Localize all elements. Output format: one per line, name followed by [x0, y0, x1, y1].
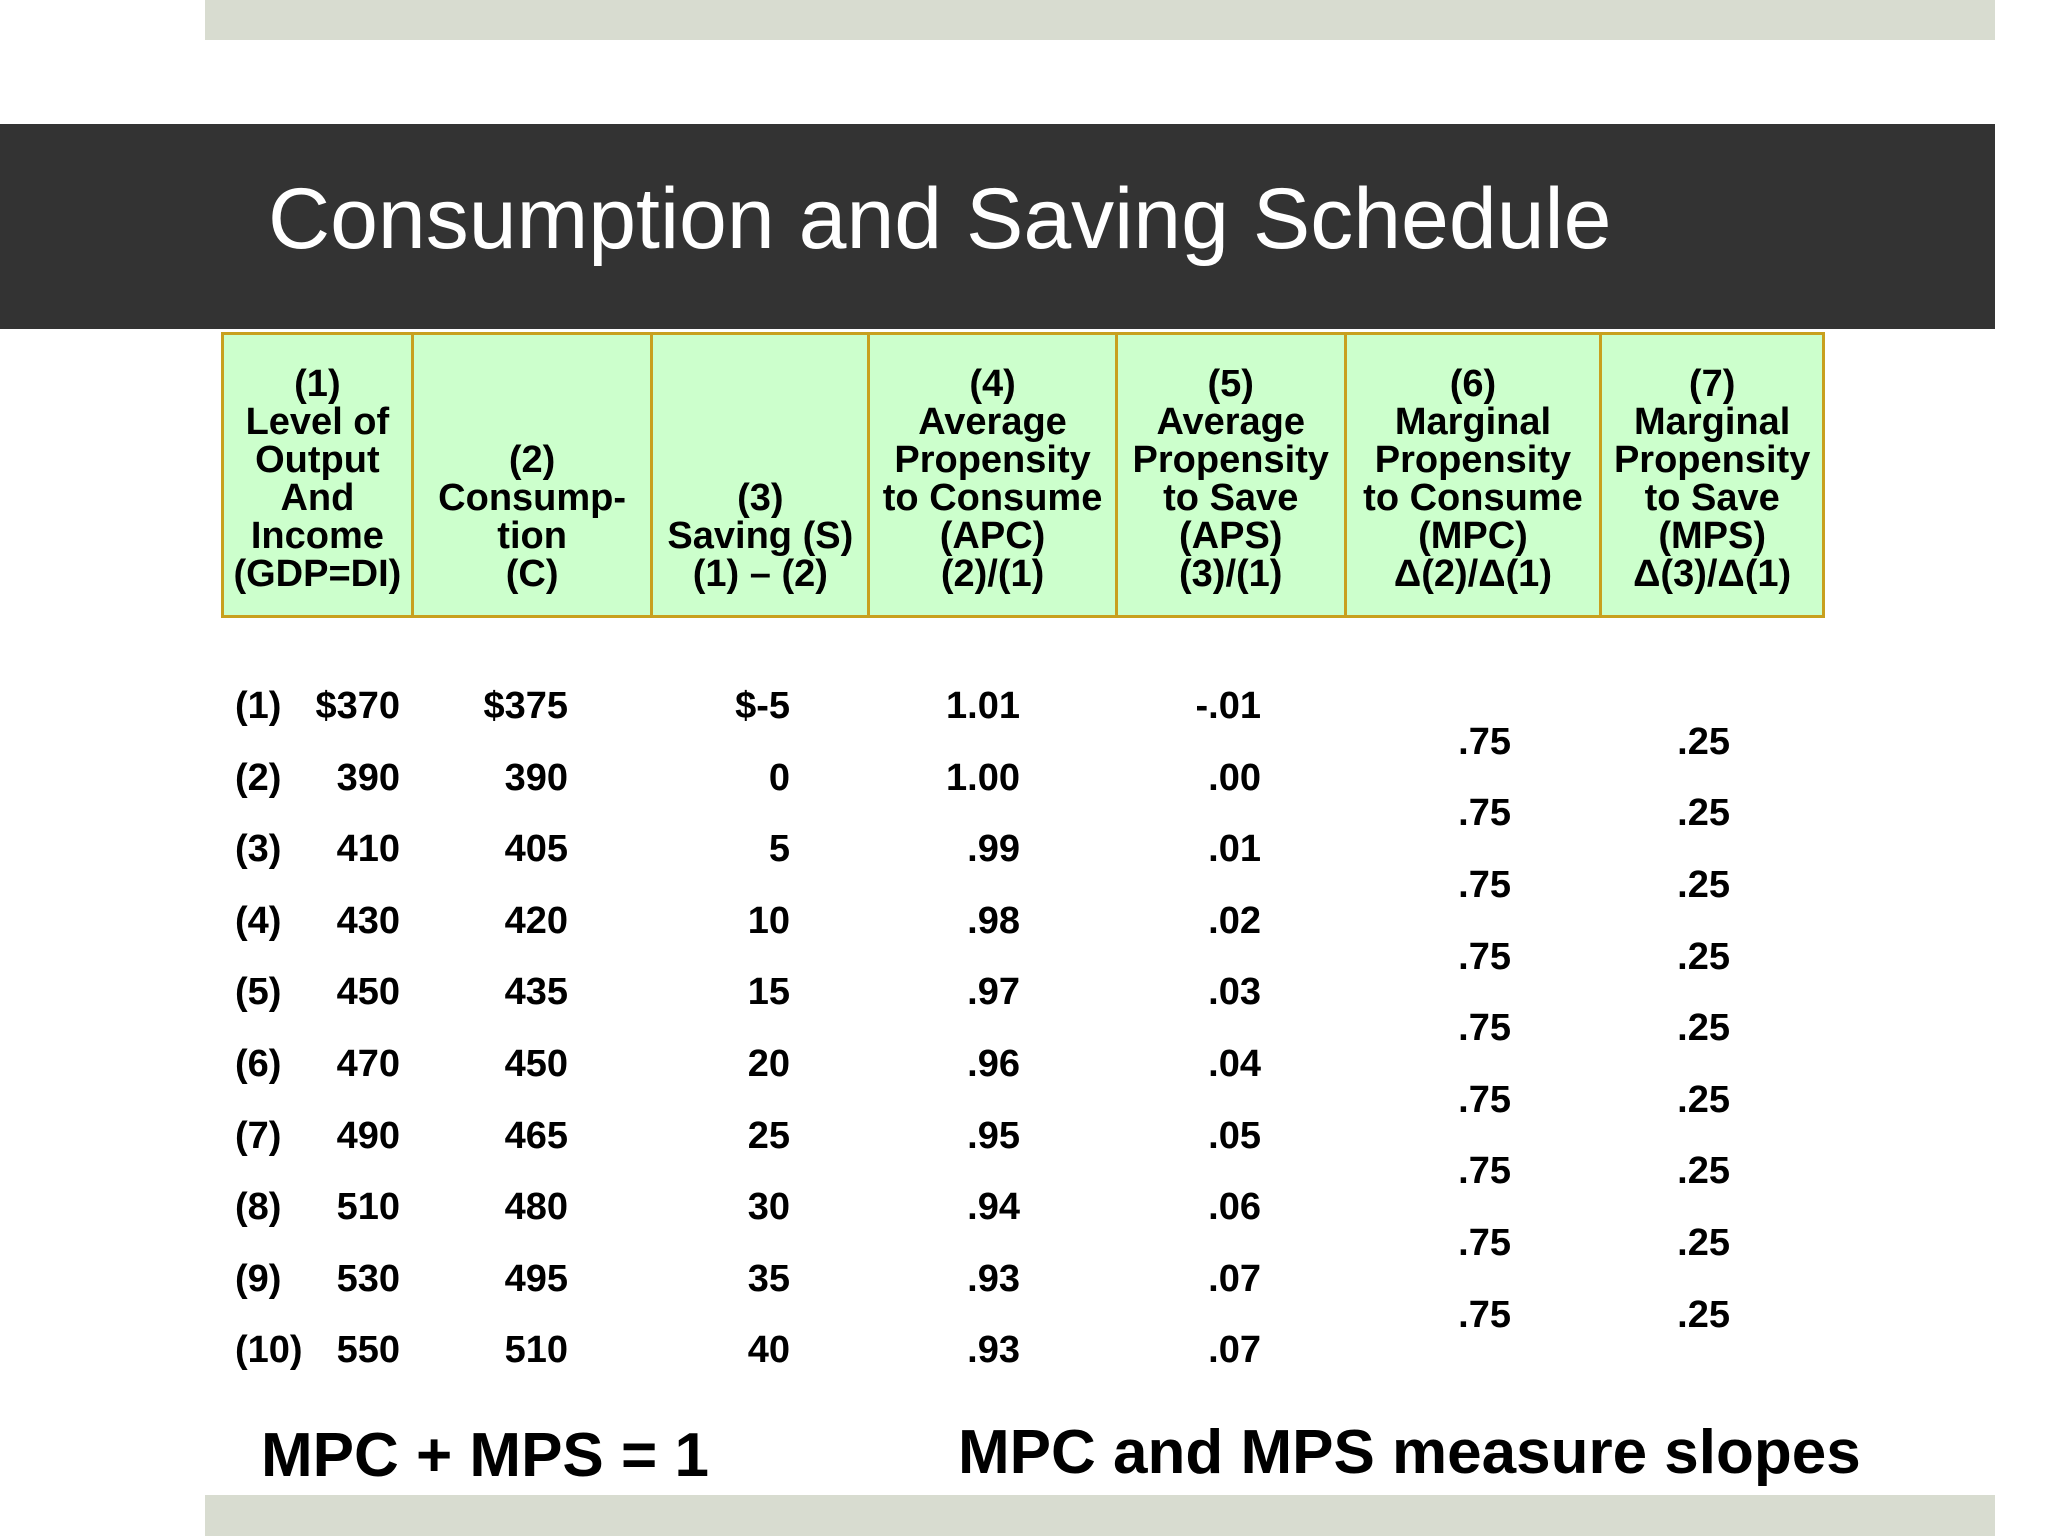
mps-cell: .25	[1677, 1293, 1730, 1336]
header-line: (MPC)	[1418, 515, 1528, 557]
apc-cell: 1.00	[946, 756, 1020, 799]
header-line: (MPS)	[1658, 515, 1766, 557]
mpc-cell: .75	[1458, 1150, 1511, 1193]
apc-cell: .95	[967, 1114, 1020, 1157]
saving-cell: 0	[768, 756, 790, 799]
mps-cell: .25	[1677, 935, 1730, 978]
header-line: (3)/(1)	[1179, 553, 1283, 595]
mpc-cell: .75	[1458, 1222, 1511, 1264]
bottom-decor-strip	[205, 1495, 1995, 1536]
slide-title: Consumption and Saving Schedule	[268, 171, 1612, 267]
row-index: (5)	[235, 971, 282, 1014]
apc-cell: .93	[967, 1329, 1020, 1372]
consumption-cell: 435	[504, 971, 568, 1014]
aps-cell: .00	[1208, 756, 1261, 799]
income-cell: 510	[336, 1186, 400, 1229]
row-index: (10)	[235, 1329, 303, 1372]
apc-cell: .93	[967, 1257, 1020, 1300]
apc-cell: .98	[967, 899, 1020, 942]
row-index: (7)	[235, 1114, 282, 1157]
header-aps	[1115, 332, 1347, 618]
row-index: (1)	[235, 685, 282, 727]
saving-cell: 30	[747, 1186, 790, 1229]
consumption-cell: $375	[483, 685, 568, 727]
apc-cell: .96	[967, 1043, 1020, 1085]
header-line: Δ(3)/Δ(1)	[1633, 553, 1792, 595]
mps-cell: .25	[1677, 720, 1730, 763]
header-line: Saving (S)	[667, 515, 854, 557]
aps-cell: .03	[1208, 971, 1261, 1014]
aps-cell: .01	[1208, 828, 1261, 871]
mps-cell: .25	[1677, 1078, 1730, 1121]
consumption-cell: 420	[504, 899, 568, 942]
mps-cell: .25	[1677, 864, 1730, 906]
header-line: Marginal	[1394, 401, 1552, 443]
consumption-cell: 510	[504, 1329, 568, 1372]
header-line: (1)	[294, 363, 341, 405]
saving-cell: 40	[747, 1329, 790, 1372]
header-line: Propensity	[1613, 439, 1811, 481]
consumption-cell: 465	[504, 1114, 568, 1157]
header-line: (2)	[508, 439, 556, 481]
footer-identity: MPC + MPS = 1	[261, 1421, 709, 1490]
mpc-cell: .75	[1458, 864, 1511, 906]
aps-cell: .06	[1208, 1186, 1261, 1229]
header-line: Output	[255, 439, 380, 481]
header-line: (GDP=DI)	[233, 553, 402, 595]
header-line: tion	[497, 515, 567, 557]
header-line: (5)	[1207, 363, 1254, 405]
header-line: Propensity	[1132, 439, 1329, 481]
consumption-cell: 390	[504, 756, 568, 799]
header-line: Consump-	[438, 477, 627, 519]
saving-cell: 10	[747, 899, 790, 942]
header-line: (4)	[969, 363, 1016, 405]
saving-cell: 20	[747, 1043, 790, 1085]
saving-cell: 35	[747, 1257, 790, 1300]
header-line: (C)	[505, 553, 559, 595]
mpc-cell: .75	[1458, 1293, 1511, 1336]
income-cell: 530	[336, 1257, 400, 1300]
header-line: (3)	[737, 477, 784, 519]
header-saving	[650, 332, 870, 618]
mpc-cell: .75	[1458, 1078, 1511, 1121]
header-line: (2)/(1)	[940, 553, 1045, 595]
aps-cell: .07	[1208, 1257, 1261, 1300]
consumption-cell: 480	[504, 1186, 568, 1229]
row-index: (9)	[235, 1257, 282, 1300]
apc-cell: .94	[967, 1186, 1020, 1229]
header-line: Average	[918, 401, 1067, 443]
consumption-cell: 450	[504, 1043, 568, 1085]
header-mpc	[1344, 332, 1603, 618]
consumption-cell: 495	[504, 1257, 568, 1300]
header-line: (7)	[1688, 363, 1736, 405]
mps-cell: .25	[1677, 1150, 1730, 1193]
footer-slopes-note: MPC and MPS measure slopes	[958, 1418, 1861, 1487]
header-line: (6)	[1449, 363, 1497, 405]
header-line: to Save	[1644, 477, 1780, 519]
income-cell: $370	[315, 685, 400, 727]
row-index: (4)	[235, 899, 282, 942]
mps-cell: .25	[1677, 792, 1730, 835]
header-line: to Save	[1163, 477, 1299, 519]
income-cell: 430	[336, 899, 400, 942]
mpc-cell: .75	[1458, 1007, 1511, 1050]
header-line: Marginal	[1634, 401, 1791, 443]
aps-cell: .07	[1208, 1329, 1261, 1372]
row-index: (2)	[235, 756, 282, 799]
header-line: (APC)	[939, 515, 1046, 557]
mpc-cell: .75	[1458, 935, 1511, 978]
table-header-row	[221, 332, 1825, 618]
income-cell: 410	[336, 828, 400, 871]
header-line: Propensity	[1374, 439, 1572, 481]
header-consumption	[411, 332, 654, 618]
income-cell: 490	[336, 1114, 400, 1157]
header-line: And	[280, 477, 355, 519]
header-line: Δ(2)/Δ(1)	[1393, 553, 1552, 595]
income-cell: 470	[336, 1043, 400, 1085]
aps-cell: .02	[1208, 899, 1261, 942]
header-line: to Consume	[1363, 477, 1583, 519]
saving-cell: 15	[747, 971, 790, 1014]
saving-cell: 5	[768, 828, 790, 871]
aps-cell: .04	[1208, 1043, 1261, 1085]
header-mps	[1599, 332, 1825, 618]
apc-cell: .97	[967, 971, 1020, 1014]
income-cell: 550	[336, 1329, 400, 1372]
header-apc	[867, 332, 1118, 618]
header-line: Income	[250, 515, 384, 557]
header-line: Propensity	[894, 439, 1091, 481]
row-index: (6)	[235, 1043, 282, 1085]
mpc-cell: .75	[1458, 720, 1511, 763]
apc-cell: .99	[967, 828, 1020, 871]
aps-cell: -.01	[1195, 685, 1261, 727]
header-income	[221, 332, 414, 618]
aps-cell: .05	[1208, 1114, 1261, 1157]
income-cell: 450	[336, 971, 400, 1014]
mpc-cell: .75	[1458, 792, 1511, 835]
row-index: (8)	[235, 1186, 282, 1229]
header-line: Average	[1156, 401, 1306, 443]
top-decor-strip	[205, 0, 1995, 40]
saving-cell: $-5	[735, 685, 790, 727]
saving-cell: 25	[747, 1114, 790, 1157]
header-line: (APS)	[1179, 515, 1283, 557]
header-line: (1) – (2)	[692, 553, 828, 595]
mps-cell: .25	[1677, 1222, 1730, 1264]
header-line: Level of	[245, 401, 390, 443]
income-cell: 390	[336, 756, 400, 799]
mps-cell: .25	[1677, 1007, 1730, 1050]
consumption-cell: 405	[504, 828, 568, 871]
header-line: to Consume	[882, 477, 1103, 519]
row-index: (3)	[235, 828, 282, 871]
apc-cell: 1.01	[946, 685, 1020, 727]
